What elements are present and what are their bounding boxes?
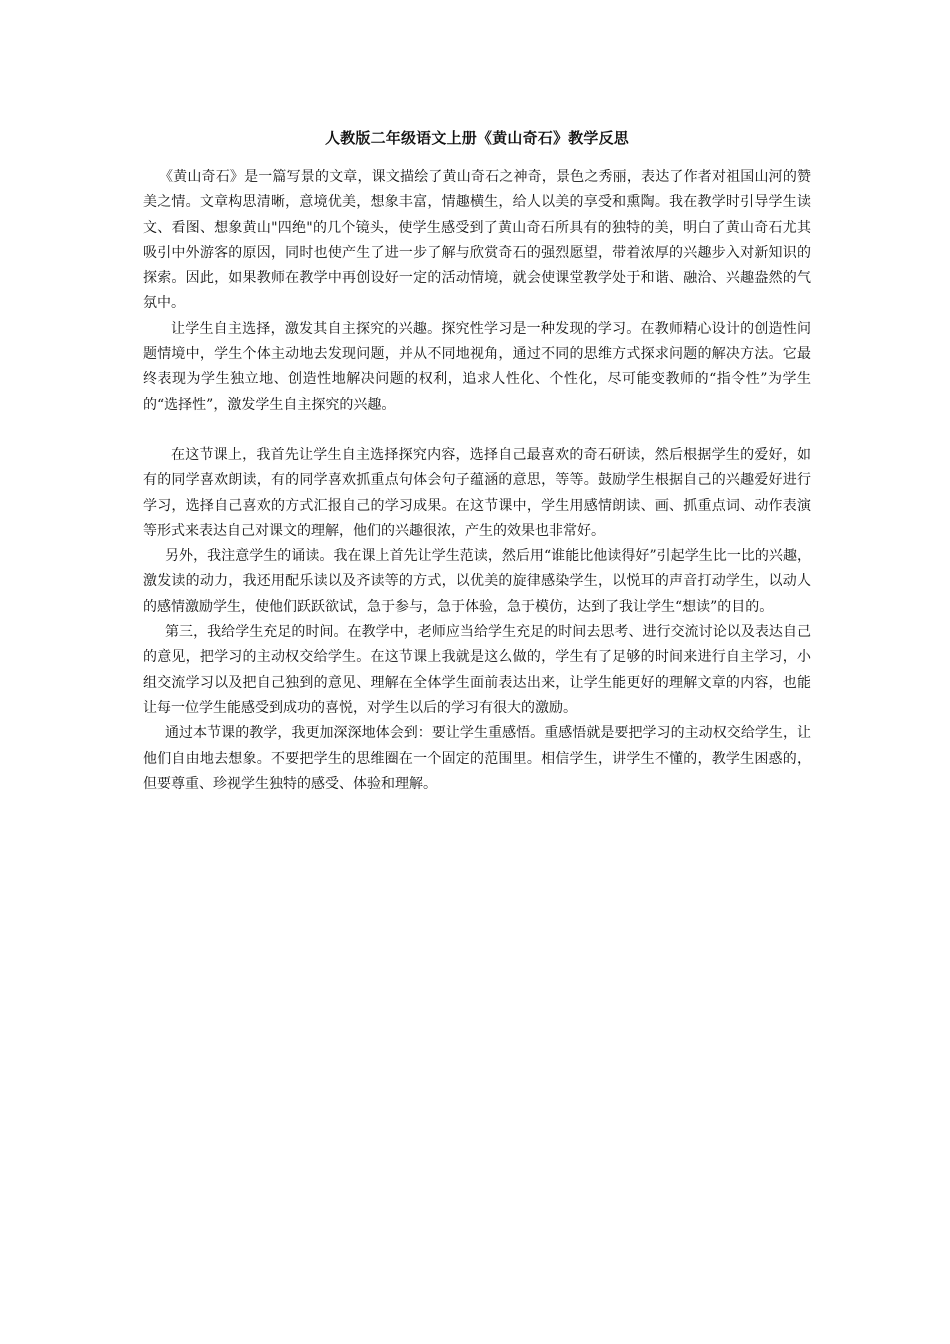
document-title: 人教版二年级语文上册《黄山奇石》教学反思 xyxy=(324,129,629,147)
paragraph-lesson-practice: 在这节课上，我首先让学生自主选择探究内容，选择自己最喜欢的奇石研读，然后根据学生的爱好，如有的同学喜欢朗读，有的同学喜欢抓重点句体会句子蕴涵的意思，等等。鼓励学生根据自己的兴趣爱好进行学习，选择自己喜欢的方式汇报自己的学习成果。在这节课中，学生用感情朗读、画、抓重点词、动作表演等形式来表达自己对课文的理解，他们的兴趣很浓，产生的效果也非常好。 xyxy=(143,446,811,539)
paragraph-recitation: 另外，我注意学生的诵读。我在课上首先让学生范读，然后用“谁能比他读得好”引起学生比一比的兴趣，激发读的动力，我还用配乐读以及齐读等的方式，以优美的旋律感染学生，以悦耳的声音打动学生，以动人的感情激励学生，使他们跃跃欲试，急于参与，急于体验，急于模仿，达到了我让学生“想读”的目的。 xyxy=(143,548,811,615)
paragraph-conclusion: 通过本节课的教学，我更加深深地体会到：要让学生重感悟。重感悟就是要把学习的主动权交给学生，让他们自由地去想象。不要把学生的思维圈在一个固定的范围里。相信学生，讲学生不懂的，教学生困惑的，但要尊重、珍视学生独特的感受、体验和理解。 xyxy=(143,725,811,792)
paragraph-spacer xyxy=(143,418,811,443)
paragraph-time: 第三，我给学生充足的时间。在教学中，老师应当给学生充足的时间去思考、进行交流讨论以及表达自己的意见，把学习的主动权交给学生。在这节课上我就是这么做的，学生有了足够的时间来进行自主学习，小组交流学习以及把自己独到的意见、理解在全体学生面前表达出来，让学生能更好的理解文章的内容，也能让每一位学生能感受到成功的喜悦，对学生以后的学习有很大的激励。 xyxy=(143,624,811,716)
paragraph-self-selection: 让学生自主选择，激发其自主探究的兴趣。探究性学习是一种发现的学习。在教师精心设计的创造性问题情境中，学生个体主动地去发现问题，并从不同地视角，通过不同的思维方式探求问题的解决方法。它最终表现为学生独立地、创造性地解决问题的权利，追求人性化、个性化，尽可能变教师的“指令性”为学生的“选择性”，激发学生自主探究的兴趣。 xyxy=(143,320,811,413)
document-body xyxy=(143,126,811,797)
paragraph-intro: 《黄山奇石》是一篇写景的文章，课文描绘了黄山奇石之神奇，景色之秀丽，表达了作者对祖国山河的赞美之情。文章构思清晰，意境优美，想象丰富，情趣横生，给人以美的享受和熏陶。我在教学时引导学生读文、看图、想象黄山"四绝"的几个镜头，使学生感受到了黄山奇石所具有的独特的美，明白了黄山奇石尤其吸引中外游客的原因，同时也使产生了进一步了解与欣赏奇石的强烈愿望，带着浓厚的兴趣步入对新知识的探索。因此，如果教师在教学中再创设好一定的活动情境，就会使课堂教学处于和谐、融洽、兴趣盎然的气氛中。 xyxy=(143,169,811,312)
